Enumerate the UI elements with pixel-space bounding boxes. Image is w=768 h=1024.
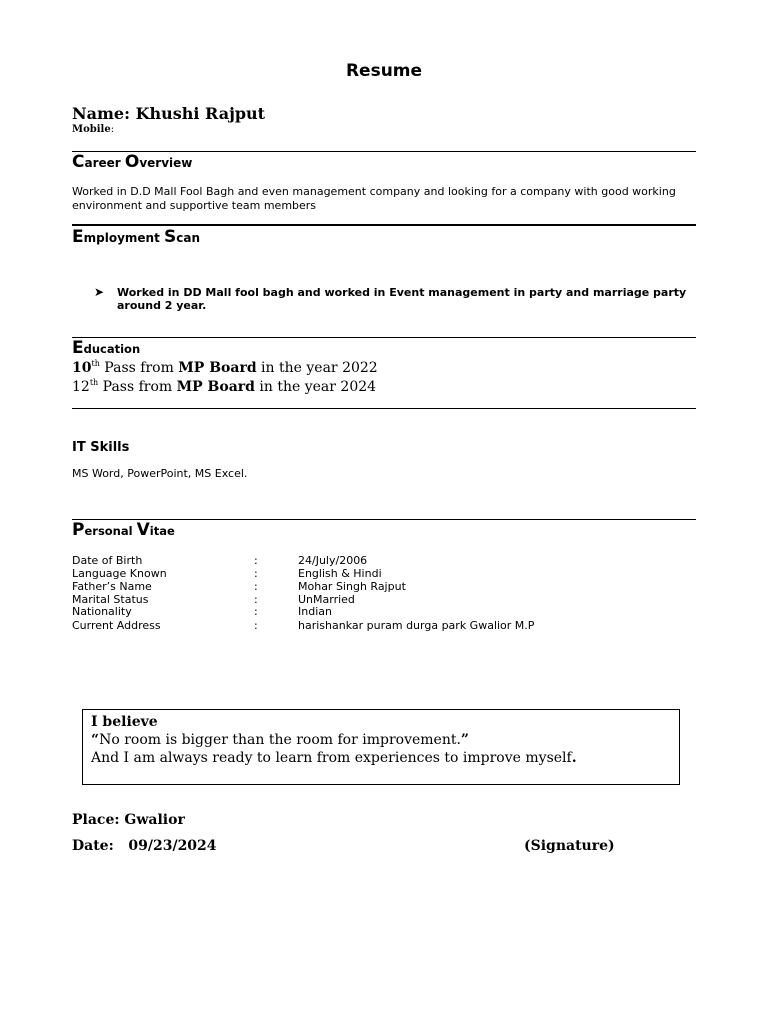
divider bbox=[72, 408, 696, 409]
field-separator: : bbox=[254, 619, 258, 632]
statement-period: . bbox=[571, 750, 577, 766]
date-line: Date: 09/23/2024 bbox=[72, 838, 217, 854]
field-value: 24/July/2006 bbox=[298, 554, 368, 567]
field-separator: : bbox=[254, 554, 258, 567]
edu-text: Pass from bbox=[98, 379, 177, 395]
heading-text: ersonal bbox=[84, 524, 137, 538]
edu-year: in the year 2022 bbox=[256, 360, 378, 376]
candidate-name: Name: Khushi Rajput bbox=[72, 104, 266, 123]
divider bbox=[72, 224, 696, 226]
statement-text: And I am always ready to learn from experiences to improve myself bbox=[91, 750, 572, 766]
education-item bbox=[72, 378, 376, 395]
field-value: Indian bbox=[298, 605, 332, 618]
mobile-separator: : bbox=[110, 124, 115, 135]
heading-initial: E bbox=[72, 227, 84, 247]
edu-board: MP Board bbox=[178, 360, 257, 376]
personal-row-address bbox=[72, 619, 572, 632]
place-line: Place: Gwalior bbox=[72, 812, 185, 828]
heading-text: itae bbox=[149, 524, 175, 538]
section-heading-education bbox=[72, 338, 140, 358]
field-value: Mohar Singh Rajput bbox=[298, 580, 406, 593]
field-label: Date of Birth bbox=[72, 554, 143, 567]
field-label: Nationality bbox=[72, 605, 132, 618]
belief-box bbox=[82, 709, 680, 785]
belief-quote bbox=[91, 732, 469, 748]
field-label: Language Known bbox=[72, 567, 167, 580]
edu-text: Pass from bbox=[99, 360, 179, 376]
field-value: UnMarried bbox=[298, 593, 355, 606]
field-separator: : bbox=[254, 580, 258, 593]
career-overview-text: Worked in D.D Mall Fool Bagh and even management company and looking for a company with good working environment and supportive team members bbox=[72, 185, 676, 212]
personal-row-father bbox=[72, 580, 572, 593]
field-label: Marital Status bbox=[72, 593, 149, 606]
edu-suffix: th bbox=[91, 359, 100, 368]
field-separator: : bbox=[254, 593, 258, 606]
heading-text: ducation bbox=[83, 342, 141, 356]
signature-label: (Signature) bbox=[524, 838, 615, 854]
mobile-line bbox=[72, 124, 114, 135]
field-separator: : bbox=[254, 605, 258, 618]
heading-initial: V bbox=[136, 520, 150, 540]
field-label: Father’s Name bbox=[72, 580, 152, 593]
arrow-bullet-icon: ➤ bbox=[94, 285, 105, 299]
divider bbox=[72, 337, 696, 338]
heading-initial: O bbox=[124, 152, 140, 172]
edu-board: MP Board bbox=[176, 379, 255, 395]
heading-initial: S bbox=[164, 227, 177, 247]
personal-row-dob bbox=[72, 554, 572, 567]
section-heading-personal-vitae bbox=[72, 520, 175, 540]
heading-text: can bbox=[176, 231, 201, 245]
employment-item: Worked in DD Mall fool bagh and worked in Event management in party and marriage party around 2 year. bbox=[117, 286, 687, 312]
belief-statement bbox=[91, 750, 577, 766]
heading-initial: C bbox=[72, 152, 85, 172]
heading-text: areer bbox=[84, 156, 125, 170]
resume-title: Resume bbox=[345, 61, 423, 81]
heading-text: mployment bbox=[83, 231, 164, 245]
mobile-label: Mobile bbox=[72, 124, 111, 135]
quote-text: No room is bigger than the room for improvement. bbox=[99, 732, 461, 748]
heading-text: verview bbox=[139, 156, 193, 170]
heading-initial: E bbox=[72, 338, 84, 358]
education-item bbox=[72, 359, 378, 376]
field-label: Current Address bbox=[72, 619, 161, 632]
quote-open: “ bbox=[91, 732, 100, 748]
edu-class: 12 bbox=[72, 379, 90, 395]
edu-class: 10 bbox=[72, 360, 92, 376]
section-heading-employment-scan bbox=[72, 227, 200, 247]
field-value: harishankar puram durga park Gwalior M.P bbox=[298, 619, 535, 632]
heading-initial: P bbox=[72, 520, 85, 540]
field-value: English & Hindi bbox=[298, 567, 382, 580]
section-heading-career-overview bbox=[72, 152, 192, 172]
personal-row-nationality bbox=[72, 605, 572, 618]
edu-year: in the year 2024 bbox=[254, 379, 377, 395]
edu-suffix: th bbox=[89, 378, 99, 387]
field-separator: : bbox=[254, 567, 258, 580]
personal-row-language bbox=[72, 567, 572, 580]
it-skills-text: MS Word, PowerPoint, MS Excel. bbox=[72, 467, 248, 480]
quote-close: ” bbox=[460, 732, 469, 748]
section-heading-it-skills: IT Skills bbox=[72, 440, 130, 455]
belief-heading: I believe bbox=[91, 714, 158, 730]
